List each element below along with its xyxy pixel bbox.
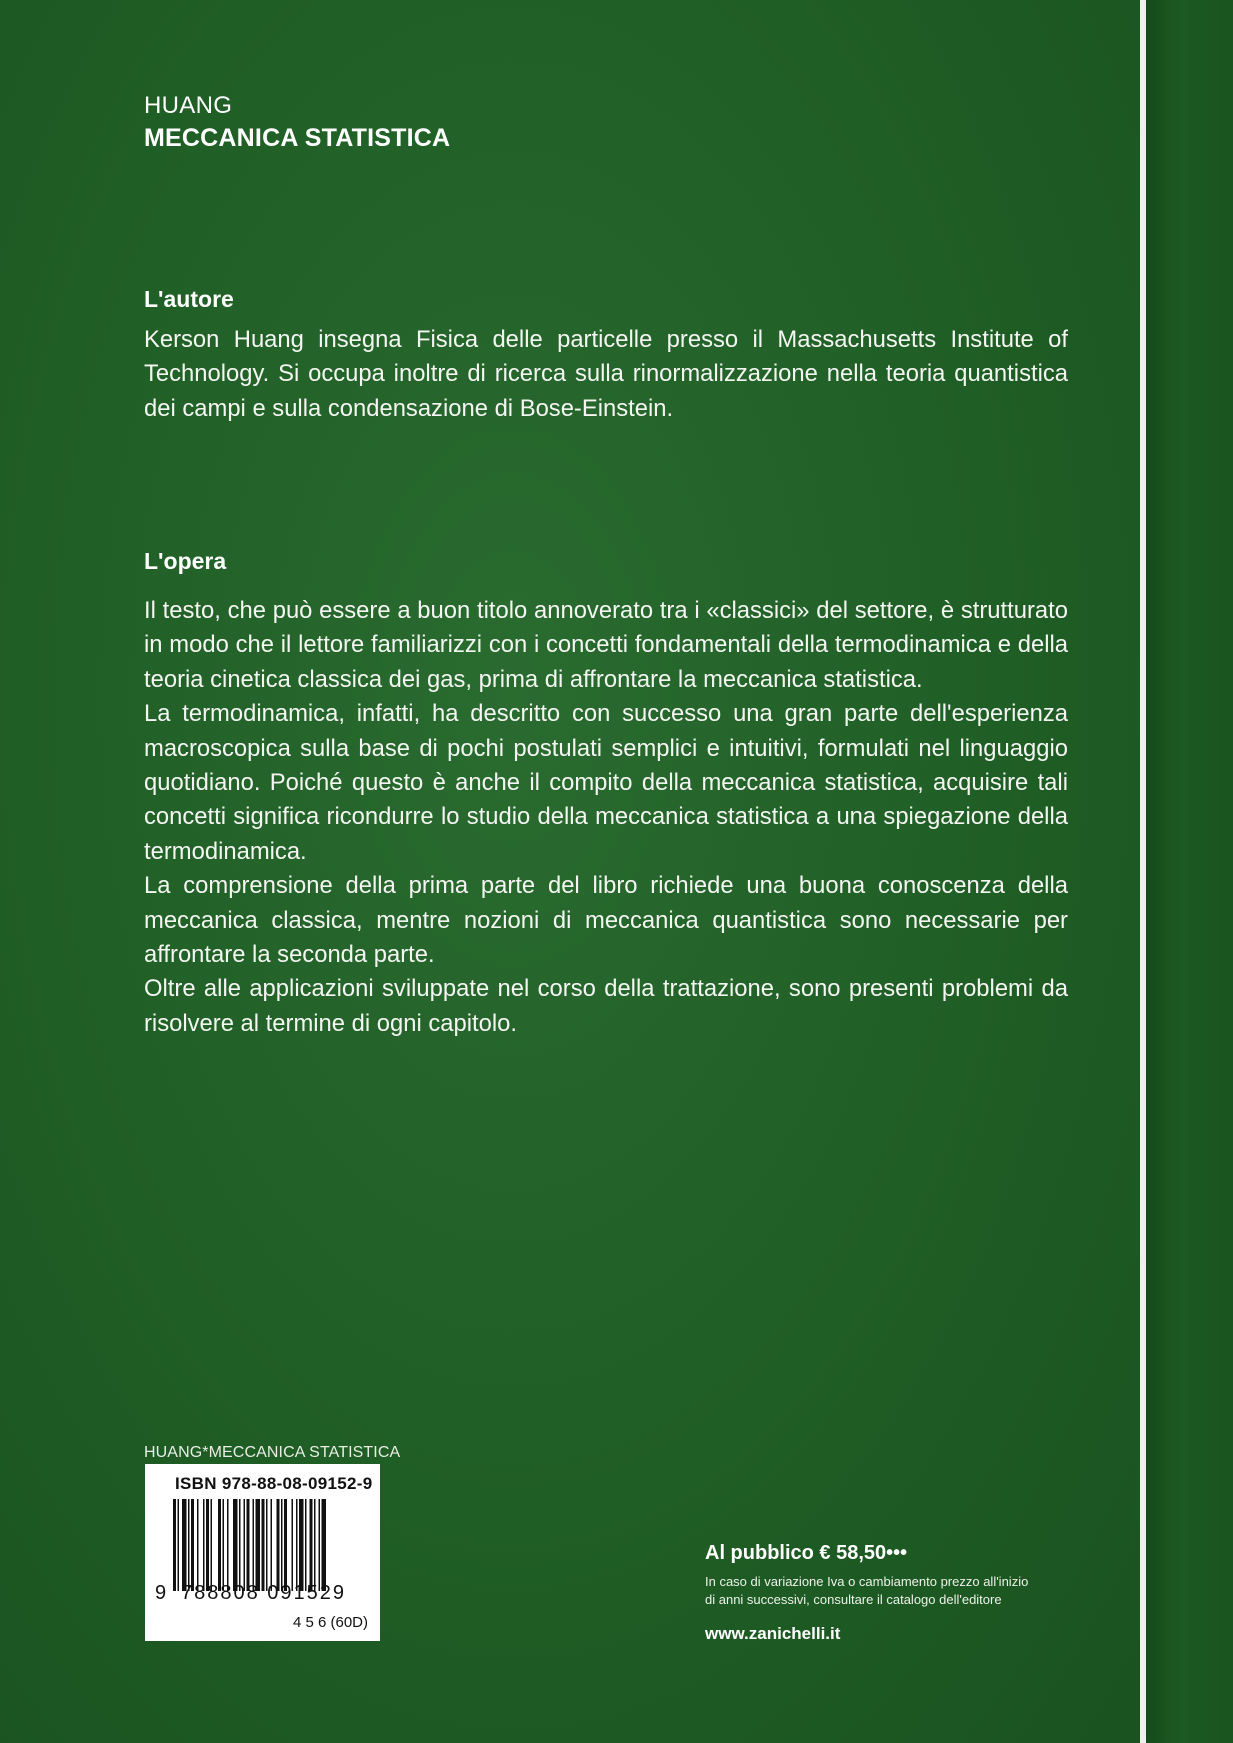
barcode-bar <box>244 1499 246 1591</box>
barcode-bar <box>247 1499 250 1591</box>
price-note-line: In caso di variazione Iva o cambiamento prezzo all'inizio <box>705 1574 1029 1589</box>
barcode-bar <box>314 1499 316 1591</box>
work-heading: L'opera <box>144 548 227 574</box>
barcode-bar <box>266 1499 268 1591</box>
barcode-bar <box>262 1499 265 1591</box>
barcode-bars <box>173 1499 369 1591</box>
barcode-bar <box>305 1499 307 1591</box>
barcode-title: HUANG*MECCANICA STATISTICA <box>144 1444 401 1461</box>
barcode-bar <box>256 1499 261 1591</box>
barcode-bar <box>218 1499 221 1591</box>
barcode-bar <box>281 1499 283 1591</box>
book-spine <box>1146 0 1233 1743</box>
work-paragraph: Oltre alle applicazioni sviluppate nel corso della trattazione, sono presenti problemi da risolvere al termine di ogni capitolo. <box>144 975 1068 1037</box>
barcode-bar <box>197 1499 199 1591</box>
barcode-bar <box>292 1499 294 1591</box>
publisher-website: www.zanichelli.it <box>705 1624 841 1643</box>
barcode-bar <box>173 1499 176 1591</box>
barcode-bar <box>253 1499 255 1591</box>
work-description <box>144 594 1068 1041</box>
barcode-bar <box>188 1499 190 1591</box>
barcode-bar <box>239 1499 241 1591</box>
barcode-bar <box>277 1499 280 1591</box>
barcode-bar <box>182 1499 187 1591</box>
work-paragraph: La comprensione della prima parte del libro richiede una buona conoscenza della meccanica classica, mentre nozioni di meccanica quantistica sono necessarie per affrontare la seconda parte. <box>144 872 1068 969</box>
barcode-bar <box>322 1499 327 1591</box>
barcode-bar <box>178 1499 180 1591</box>
isbn-number: ISBN 978-88-08-09152-9 <box>175 1474 373 1493</box>
barcode-bar <box>191 1499 194 1591</box>
barcode-bar <box>271 1499 273 1591</box>
barcode-bar <box>284 1499 287 1591</box>
barcode-bar <box>296 1499 298 1591</box>
barcode-bar <box>319 1499 321 1591</box>
author-bio <box>144 323 1068 426</box>
ean-first-digit: 9 <box>155 1582 167 1604</box>
price-note <box>705 1573 1028 1609</box>
barcode-bar <box>206 1499 209 1591</box>
price-note-line: di anni successivi, consultare il catalogo dell'editore <box>705 1592 1002 1607</box>
barcode-bar <box>211 1499 213 1591</box>
internal-code: 4 5 6 (60D) <box>292 1614 368 1631</box>
barcode-bar <box>233 1499 238 1591</box>
work-paragraph: Il testo, che può essere a buon titolo annoverato tra i «classici» del settore, è strutturato in modo che il lettore familiarizzi con i concetti fondamentali della termodinamica e della teoria cinetica classica dei gas, prima di affrontare la meccanica statistica. <box>144 597 1068 693</box>
ean-digits: 788808 091529 <box>181 1582 347 1604</box>
barcode-bar <box>299 1499 304 1591</box>
author-bio-text: Kerson Huang insegna Fisica delle particelle presso il Massachusetts Institute of Technology. Si occupa inoltre di ricerca sulla rinormalizzazione nella teoria quantistica dei campi e sulla condensazione di Bose-Einstein. <box>144 326 1068 422</box>
work-paragraph: La termodinamica, infatti, ha descritto con successo una gran parte dell'esperienza macroscopica sulla base di pochi postulati semplici e intuitivi, formulati nel linguaggio quotidiano. Poiché questo è anche il compito della meccanica statistica, acquisire tali concetti significa ricondurre lo studio della meccanica statistica a una spiegazione della termodinamica. <box>144 700 1068 865</box>
barcode-bar <box>203 1499 205 1591</box>
barcode-bar <box>223 1499 225 1591</box>
book-title: MECCANICA STATISTICA <box>144 124 451 152</box>
barcode-label <box>145 1464 380 1641</box>
barcode-bar <box>310 1499 313 1591</box>
price: Al pubblico € 58,50••• <box>705 1542 908 1564</box>
author-name: HUANG <box>144 92 233 119</box>
author-heading: L'autore <box>144 286 234 312</box>
barcode-bar <box>227 1499 229 1591</box>
